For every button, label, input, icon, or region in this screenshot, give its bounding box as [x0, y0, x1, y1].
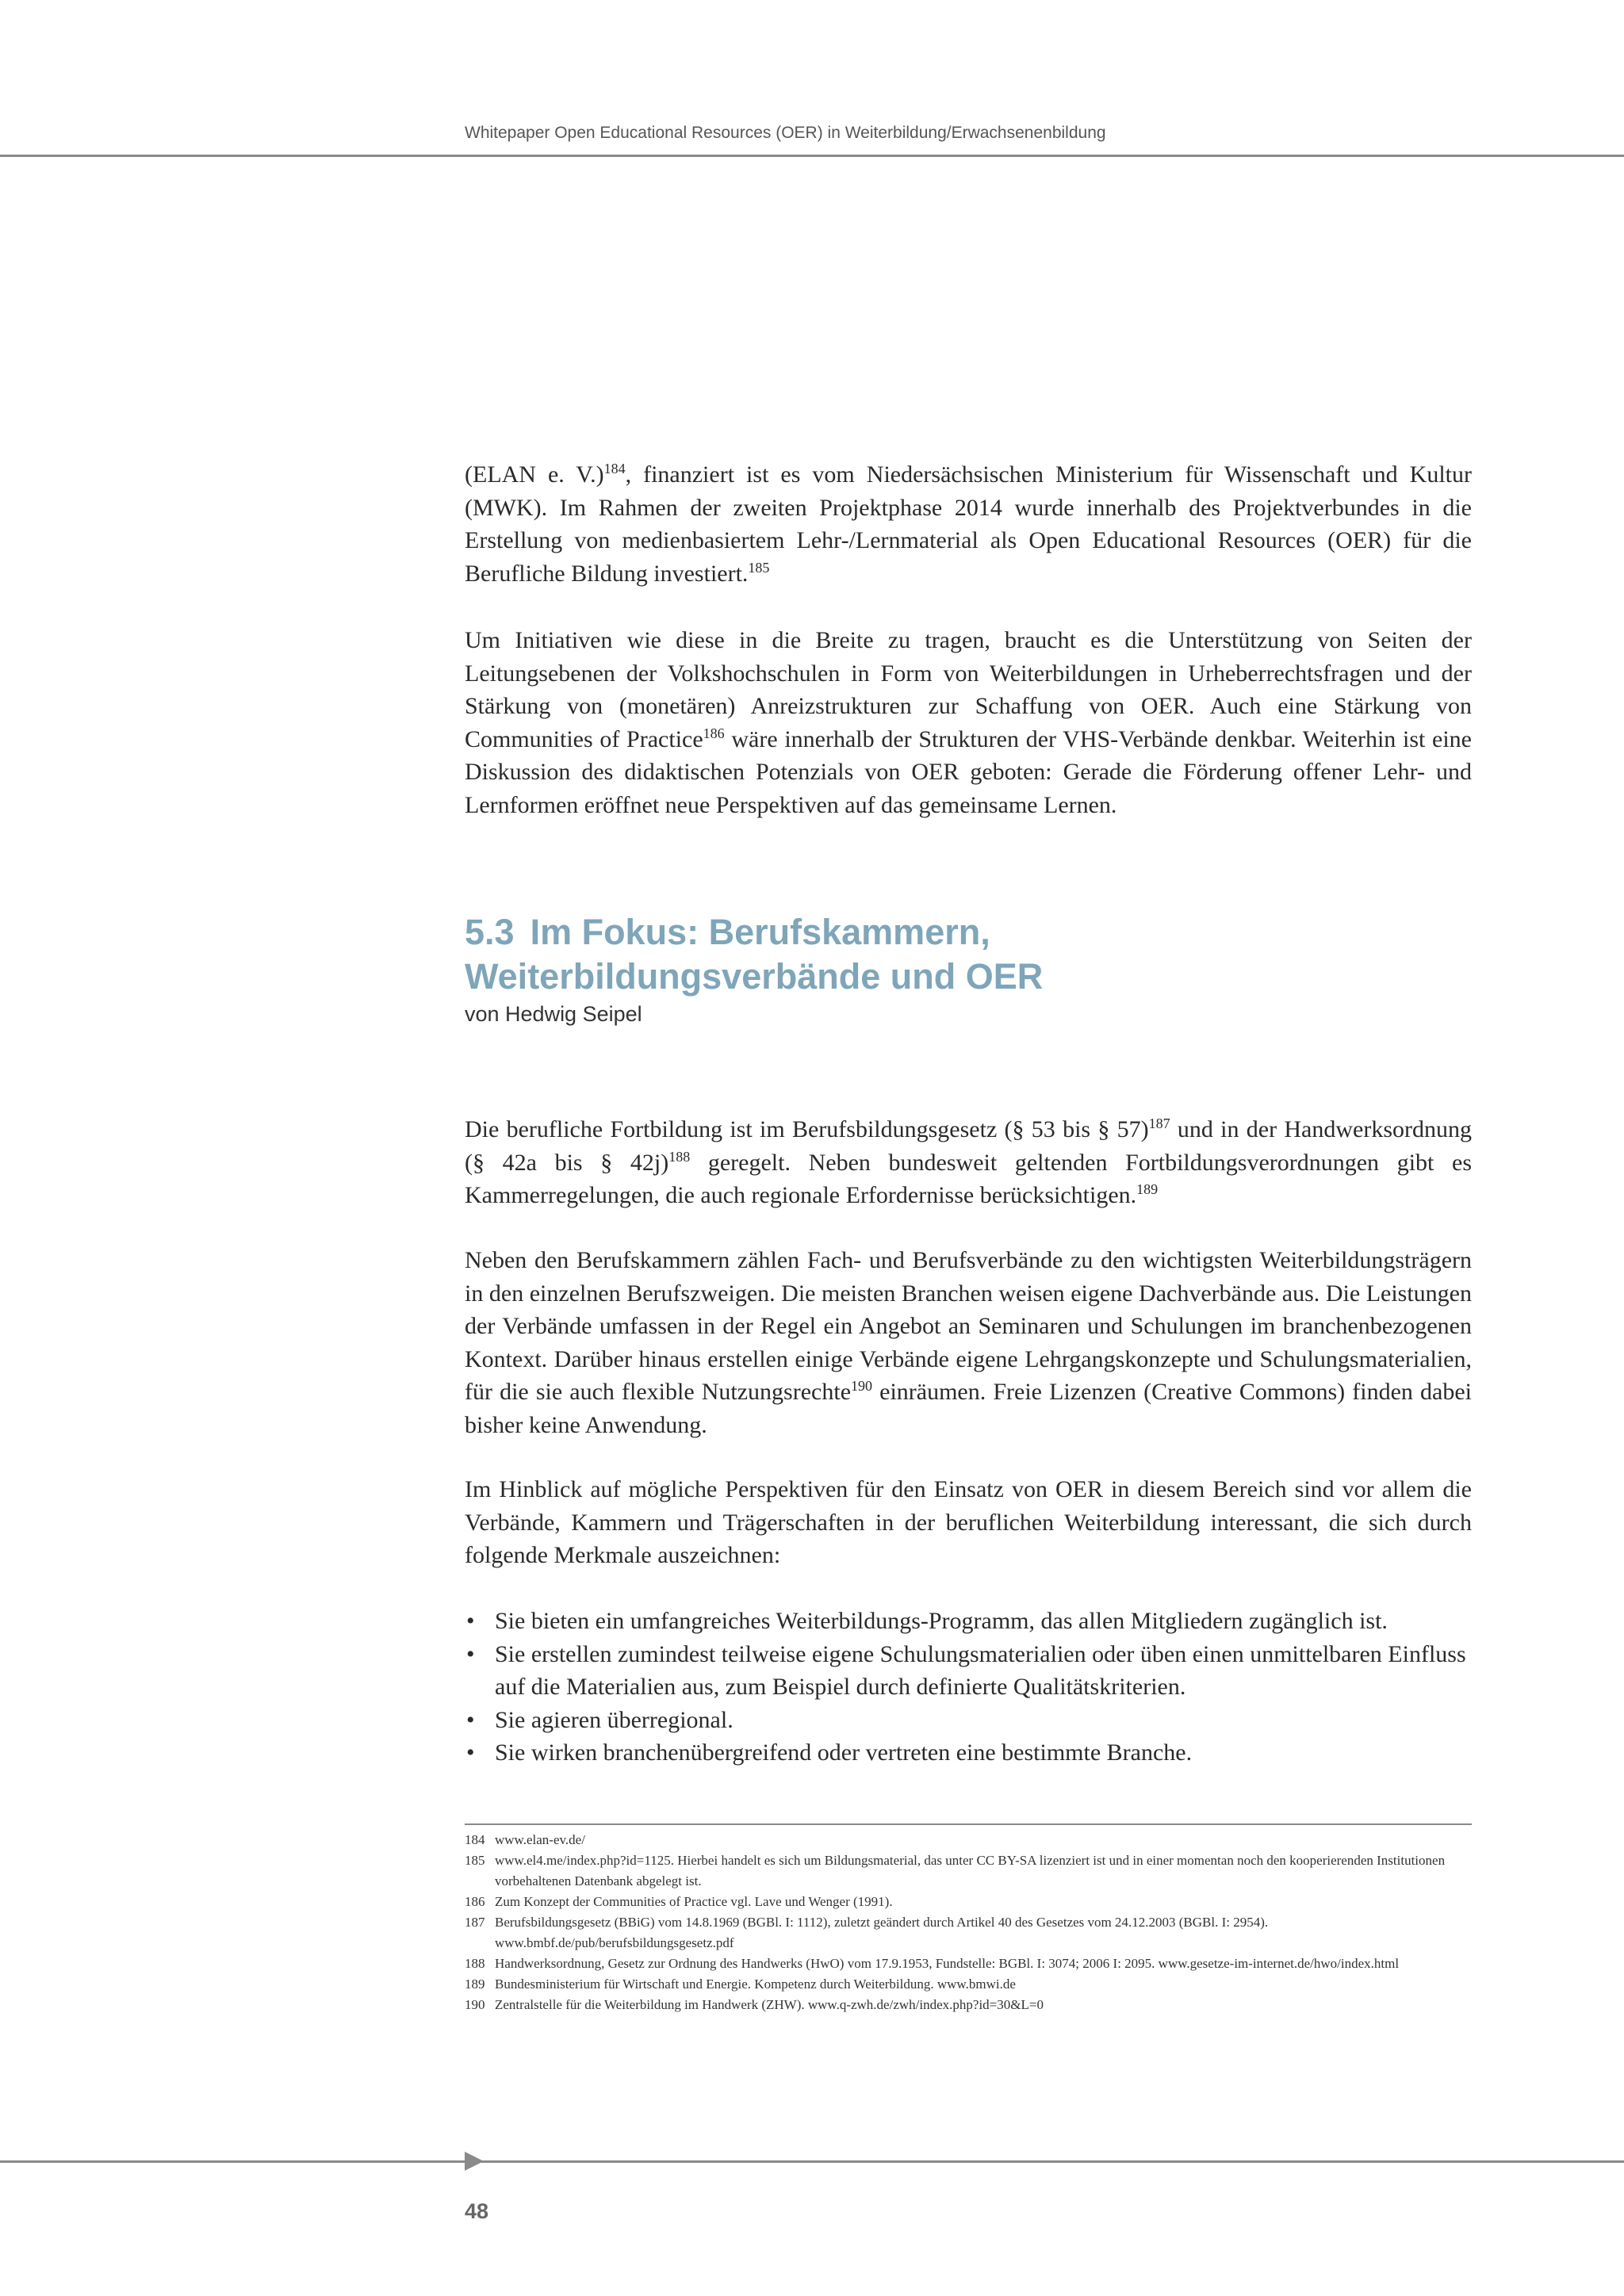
footnote-number: 190: [465, 1997, 485, 2012]
paragraph-initiatives: [465, 624, 1472, 821]
text-run: und in der Handwerksordnung (§ 42a bis § 42j): [465, 1116, 1472, 1176]
text-run: Neben den Berufskammern zählen Fach- und Berufsverbände zu den wichtigsten Weiterbildungsträgern in den einzelnen Berufszweigen. Die meisten Branchen weisen eigene Dachverbände aus. Die Leistungen der Verbände umfassen in der Regel ein Angebot an Seminaren und Schulungen im branchenbezogenen Kontext. Darüber hinaus erstellen einige Verbände eigene Lehrgangskonzepte und Schulungsmaterialien, für die sie auch flexible Nutzungsrechte: [465, 1247, 1472, 1405]
footnote-text: Bundesministerium für Wirtschaft und Energie. Kompetenz durch Weiterbildung. www.bmwi.de: [495, 1976, 1016, 1992]
paragraph-text: [465, 1113, 1472, 1212]
footnote-text: Berufsbildungsgesetz (BBiG) vom 14.8.1969 (BGBl. I: 1112), zuletzt geändert durch Artikel 40 des Gesetzes vom 24.12.2003 (BGBl. I: 2954). www.bmbf.de/pub/berufsbildungsgesetz.pdf: [495, 1915, 1269, 1950]
footnote: [465, 1912, 1472, 1954]
bullet-item: • Sie wirken branchenübergreifend oder vertreten eine bestimmte Branche.: [465, 1736, 1472, 1770]
text-run: einräumen. Freie Lizenzen (Creative Commons) finden dabei bisher keine Anwendung.: [465, 1379, 1472, 1438]
text-run: , finanziert ist es vom Niedersächsischen Ministerium für Wissenschaft und Kultur (MWK). Im Rahmen der zweiten Projektphase 2014 wurde innerhalb des Projektverbundes in die Erstellung von medienbasiertem Lehr-/Lernmaterial als Open Educational Resources (OER) für die Berufliche Bildung investiert.: [465, 461, 1472, 587]
bullet-item: • Sie agieren überregional.: [465, 1704, 1472, 1737]
paragraph-text: Im Hinblick auf mögliche Perspektiven für den Einsatz von OER in diesem Bereich sind vor allem die Verbände, Kammern und Trägerschaften in der beruflichen Weiterbildung interessant, die sich durch folgende Merkmale auszeichnen:: [465, 1476, 1472, 1568]
section-title-line2: Weiterbildungsverbände und OER: [465, 956, 1044, 997]
footnote-ref-185[interactable]: 185: [748, 559, 770, 576]
feature-bullet-list: [465, 1605, 1472, 1770]
footnote-number: 184: [465, 1832, 485, 1847]
paragraph-elan: [465, 458, 1472, 590]
running-header: Whitepaper Open Educational Resources (OER) in Weiterbildung/Erwachsenenbildung: [465, 124, 1106, 142]
section-title-line1: Im Fokus: Berufskammern,: [530, 912, 990, 952]
footnote: [465, 1892, 1472, 1912]
footnote: [465, 1850, 1472, 1892]
footnote-ref-186[interactable]: 186: [703, 725, 725, 741]
footnote-number: 186: [465, 1894, 485, 1909]
footnotes: [465, 1830, 1472, 2015]
footnote-ref-190[interactable]: 190: [851, 1378, 873, 1394]
footnote: [465, 1974, 1472, 1995]
paragraph-verbaende: [465, 1244, 1472, 1441]
section-heading: [465, 910, 1043, 999]
footnote-number: 188: [465, 1956, 485, 1971]
footnote-number: 187: [465, 1915, 485, 1930]
paragraph-text: [465, 1244, 1472, 1441]
paragraph-text: [465, 458, 1472, 590]
footnote-text: Zentralstelle für die Weiterbildung im Handwerk (ZHW). www.q-zwh.de/zwh/index.php?id=30&L=0: [495, 1997, 1044, 2012]
text-run: wäre innerhalb der Strukturen der VHS-Verbände denkbar. Weiterhin ist eine Diskussion des didaktischen Potenzials von OER geboten: Gerade die Förderung offener Lehr- und Lernformen eröffnet neue Perspektiven auf das gemeinsame Lernen.: [465, 725, 1472, 818]
text-run: (ELAN e. V.): [465, 461, 604, 488]
text-run: geregelt. Neben bundesweit geltenden Fortbildungsverordnungen gibt es Kammerregelungen, die auch regionale Erfordernisse berücksichtigen.: [465, 1149, 1472, 1208]
paragraph-fortbildung: [465, 1113, 1472, 1212]
arrow-right-icon: [465, 2152, 484, 2171]
footnote-text: www.el4.me/index.php?id=1125. Hierbei handelt es sich um Bildungsmaterial, das unter CC BY-SA lizenziert ist und in einer momentan noch den kooperierenden Institutionen vorbehaltenen Datenbank abgelegt ist.: [495, 1853, 1446, 1888]
text-run: Die berufliche Fortbildung ist im Berufsbildungsgesetz (§ 53 bis § 57): [465, 1116, 1149, 1142]
section-number: 5.3: [465, 912, 515, 952]
footnote: [465, 1954, 1472, 1974]
paragraph-perspektiven: [465, 1473, 1472, 1572]
bullet-item: • Sie bieten ein umfangreiches Weiterbildungs-Programm, das allen Mitgliedern zugänglich ist.: [465, 1605, 1472, 1638]
section-author: von Hedwig Seipel: [465, 1002, 642, 1026]
footnote-text: www.elan-ev.de/: [495, 1832, 585, 1847]
footnote-number: 189: [465, 1976, 485, 1992]
paragraph-text: [465, 624, 1472, 821]
footnote-ref-184[interactable]: 184: [603, 461, 626, 476]
text-run: Um Initiativen wie diese in die Breite zu tragen, braucht es die Unterstützung von Seiten der Leitungsebenen der Volkshochschulen in Form von Weiterbildungen in Urheberrechtsfragen und der Stärkung von (monetären) Anreizstrukturen zur Schaffung von OER. Auch eine Stärkung von Communities of Practice: [465, 627, 1472, 752]
footnote-ref-189[interactable]: 189: [1136, 1181, 1159, 1197]
footnote-ref-187[interactable]: 187: [1148, 1115, 1170, 1131]
footnote: [465, 1995, 1472, 2015]
footnote-rule: [465, 1823, 1472, 1825]
bullet-item: • Sie erstellen zumindest teilweise eigene Schulungsmaterialien oder üben einen unmittelbaren Einfluss auf die Materialien aus, zum Beispiel durch definierte Qualitätskriterien.: [465, 1638, 1472, 1704]
footnote-ref-188[interactable]: 188: [668, 1148, 691, 1165]
footnote-text: Zum Konzept der Communities of Practice vgl. Lave und Wenger (1991).: [495, 1894, 893, 1909]
footnote-number: 185: [465, 1853, 485, 1868]
header-rule: [0, 155, 1624, 157]
page-number: 48: [465, 2199, 489, 2223]
footer-rule: [0, 2160, 1624, 2163]
footnote-text: Handwerksordnung, Gesetz zur Ordnung des Handwerks (HwO) vom 17.9.1953, Fundstelle: BGBl. I: 3074; 2006 I: 2095. www.gesetze-im-internet.de/hwo/index.html: [495, 1956, 1400, 1971]
footnote: [465, 1830, 1472, 1850]
